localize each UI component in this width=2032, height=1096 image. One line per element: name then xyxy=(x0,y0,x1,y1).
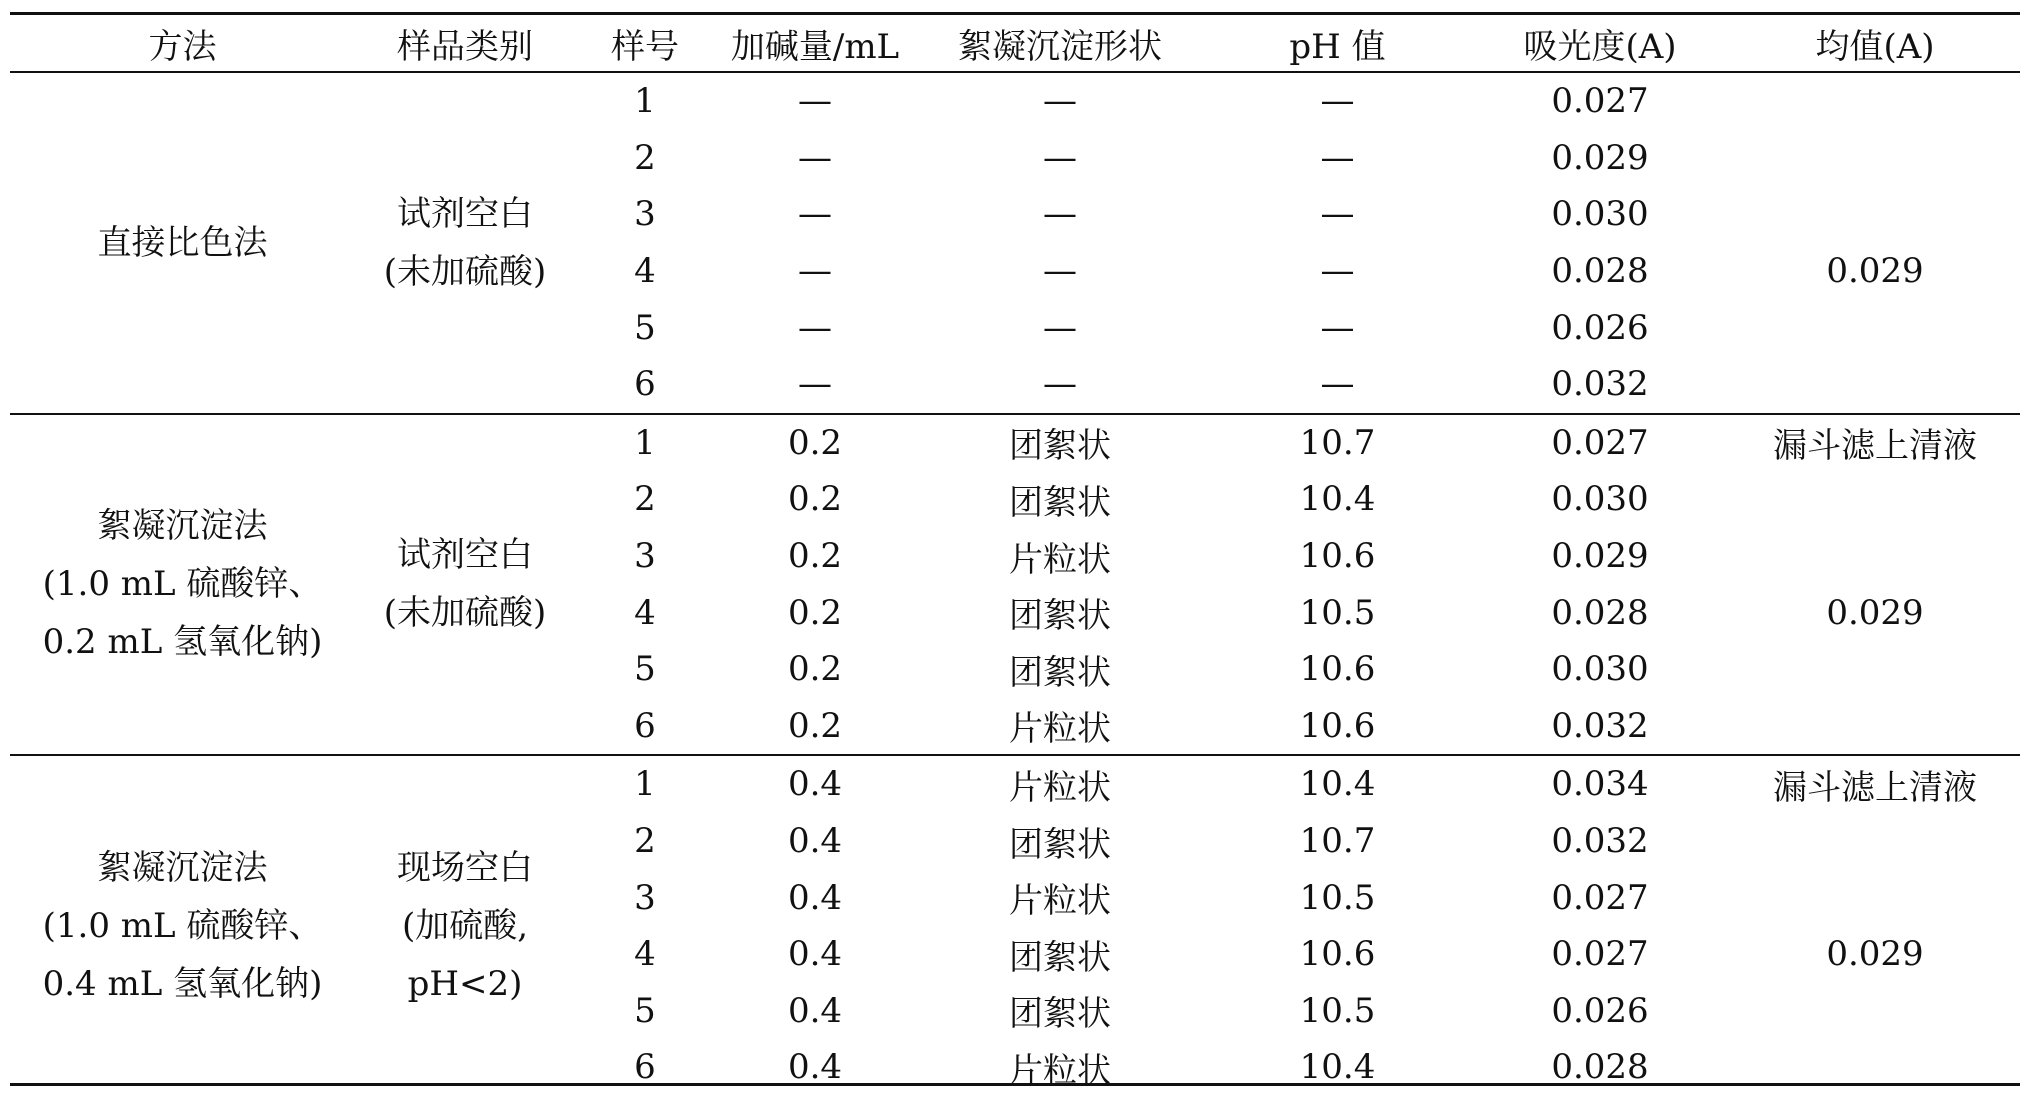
ph-cell: — xyxy=(1320,194,1355,235)
shape-cell: 团絮状 xyxy=(1009,596,1111,637)
alkali-cell: — xyxy=(798,251,832,292)
ph-cell: 10.7 xyxy=(1299,422,1376,463)
shape-cell: 片粒状 xyxy=(1009,709,1111,750)
sample-no-cell: 6 xyxy=(634,705,656,746)
sample-no-cell: 4 xyxy=(634,251,656,292)
mean-cell xyxy=(1730,73,2020,413)
sample-no-cell: 6 xyxy=(634,1047,656,1088)
alkali-cell: 0.2 xyxy=(787,536,843,577)
table-group xyxy=(10,756,2020,1096)
alkali-cell: — xyxy=(798,307,832,348)
sample-no-cell: 1 xyxy=(634,422,656,463)
shape-cell: — xyxy=(1043,251,1077,292)
absorbance-cell: 0.028 xyxy=(1551,592,1649,633)
mean-cell xyxy=(1730,415,2020,755)
shape-cell: — xyxy=(1043,194,1077,235)
mean-note: 漏斗滤上清液 xyxy=(1773,767,1977,808)
ph-cell: 10.4 xyxy=(1299,1047,1376,1088)
absorbance-cell: 0.026 xyxy=(1551,307,1649,348)
sample-type-line: (未加硫酸) xyxy=(383,251,547,292)
shape-cell: — xyxy=(1043,81,1077,122)
method-line: (1.0 mL 硫酸锌、 xyxy=(42,905,323,946)
header-absorbance: 吸光度(A) xyxy=(1523,26,1677,67)
absorbance-cell: 0.032 xyxy=(1551,821,1649,862)
sample-type-cell xyxy=(355,756,575,1096)
table-group xyxy=(10,73,2020,415)
ph-cell: 10.4 xyxy=(1299,479,1376,520)
sample-no-cell: 5 xyxy=(634,990,656,1031)
ph-cell: 10.7 xyxy=(1299,821,1376,862)
method-cell xyxy=(10,415,355,755)
ph-cell: 10.4 xyxy=(1299,764,1376,805)
absorbance-cell: 0.029 xyxy=(1551,137,1649,178)
header-alkali-amount: 加碱量/mL xyxy=(730,26,900,67)
ph-cell: 10.6 xyxy=(1299,934,1376,975)
ph-cell: — xyxy=(1320,81,1355,122)
table-header-row xyxy=(10,15,2020,73)
shape-cell: 团絮状 xyxy=(1009,824,1111,865)
ph-cell: 10.5 xyxy=(1299,592,1376,633)
sample-no-cell: 3 xyxy=(634,877,656,918)
absorbance-cell: 0.027 xyxy=(1551,934,1649,975)
shape-cell: 片粒状 xyxy=(1009,767,1111,808)
header-ph: pH 值 xyxy=(1289,26,1386,67)
method-line: 絮凝沉淀法 xyxy=(97,847,268,888)
ph-cell: 10.5 xyxy=(1299,990,1376,1031)
method-line: 0.2 mL 氢氧化钠) xyxy=(42,622,323,663)
sample-type-line: 试剂空白 xyxy=(397,535,533,576)
sample-no-cell: 2 xyxy=(634,479,656,520)
ph-cell: — xyxy=(1320,137,1355,178)
absorbance-cell: 0.027 xyxy=(1551,422,1649,463)
absorbance-cell: 0.030 xyxy=(1551,649,1649,690)
sample-no-cell: 2 xyxy=(634,137,656,178)
sample-type-cell xyxy=(355,73,575,413)
absorbance-cell: 0.026 xyxy=(1551,990,1649,1031)
alkali-cell: 0.4 xyxy=(787,934,843,975)
alkali-cell: 0.2 xyxy=(787,649,843,690)
sample-no-cell: 5 xyxy=(634,307,656,348)
absorbance-cell: 0.029 xyxy=(1551,536,1649,577)
method-line: (1.0 mL 硫酸锌、 xyxy=(42,564,323,605)
ph-cell: 10.5 xyxy=(1299,877,1376,918)
absorbance-cell: 0.028 xyxy=(1551,1047,1649,1088)
method-cell xyxy=(10,756,355,1096)
sample-no-cell: 3 xyxy=(634,194,656,235)
alkali-cell: — xyxy=(798,137,832,178)
header-method: 方法 xyxy=(148,26,217,67)
shape-cell: 团絮状 xyxy=(1009,994,1111,1035)
sample-type-line: 试剂空白 xyxy=(397,193,533,234)
method-line: 0.4 mL 氢氧化钠) xyxy=(42,963,323,1004)
sample-no-cell: 4 xyxy=(634,934,656,975)
shape-cell: — xyxy=(1043,307,1077,348)
mean-note: 漏斗滤上清液 xyxy=(1773,426,1977,467)
ph-cell: 10.6 xyxy=(1299,649,1376,690)
method-line: 直接比色法 xyxy=(97,222,268,263)
header-sample-no: 样号 xyxy=(611,26,679,67)
ph-cell: — xyxy=(1320,307,1355,348)
ph-cell: 10.6 xyxy=(1299,536,1376,577)
shape-cell: — xyxy=(1043,137,1077,178)
shape-cell: 片粒状 xyxy=(1009,881,1111,922)
shape-cell: 团絮状 xyxy=(1009,482,1111,523)
alkali-cell: — xyxy=(798,364,832,405)
ph-cell: — xyxy=(1320,251,1355,292)
absorbance-cell: 0.032 xyxy=(1551,364,1649,405)
sample-type-line: (加硫酸, xyxy=(401,905,529,946)
absorbance-cell: 0.027 xyxy=(1551,81,1649,122)
ph-cell: — xyxy=(1320,364,1355,405)
sample-no-cell: 1 xyxy=(634,81,656,122)
sample-no-cell: 3 xyxy=(634,536,656,577)
mean-value: 0.029 xyxy=(1826,592,1924,633)
shape-cell: 片粒状 xyxy=(1009,539,1111,580)
mean-value: 0.029 xyxy=(1826,251,1924,292)
alkali-cell: 0.2 xyxy=(787,479,843,520)
table-body xyxy=(10,73,2020,1096)
sample-type-line: 现场空白 xyxy=(397,847,533,888)
sample-no-cell: 2 xyxy=(634,821,656,862)
alkali-cell: 0.4 xyxy=(787,821,843,862)
mean-value: 0.029 xyxy=(1826,934,1924,975)
mean-cell xyxy=(1730,756,2020,1096)
header-floc-shape: 絮凝沉淀形状 xyxy=(958,26,1162,67)
header-sample-type: 样品类别 xyxy=(397,26,533,67)
alkali-cell: 0.4 xyxy=(787,990,843,1031)
sample-no-cell: 4 xyxy=(634,592,656,633)
shape-cell: 片粒状 xyxy=(1009,1050,1111,1091)
shape-cell: 团絮状 xyxy=(1009,937,1111,978)
method-cell xyxy=(10,73,355,413)
header-mean: 均值(A) xyxy=(1815,26,1935,67)
shape-cell: 团絮状 xyxy=(1009,652,1111,693)
data-table xyxy=(10,12,2020,1091)
alkali-cell: 0.4 xyxy=(787,877,843,918)
sample-type-line: (未加硫酸) xyxy=(383,593,547,634)
absorbance-cell: 0.032 xyxy=(1551,705,1649,746)
absorbance-cell: 0.034 xyxy=(1551,764,1649,805)
alkali-cell: 0.4 xyxy=(787,764,843,805)
alkali-cell: 0.2 xyxy=(787,422,843,463)
sample-no-cell: 6 xyxy=(634,364,656,405)
shape-cell: — xyxy=(1043,364,1077,405)
absorbance-cell: 0.030 xyxy=(1551,194,1649,235)
shape-cell: 团絮状 xyxy=(1009,426,1111,467)
absorbance-cell: 0.028 xyxy=(1551,251,1649,292)
alkali-cell: — xyxy=(798,81,832,122)
mean-note xyxy=(1730,73,2020,130)
sample-type-line: pH<2) xyxy=(407,963,523,1004)
absorbance-cell: 0.030 xyxy=(1551,479,1649,520)
ph-cell: 10.6 xyxy=(1299,705,1376,746)
alkali-cell: — xyxy=(798,194,832,235)
alkali-cell: 0.4 xyxy=(787,1047,843,1088)
absorbance-cell: 0.027 xyxy=(1551,877,1649,918)
table-group xyxy=(10,415,2020,757)
method-line: 絮凝沉淀法 xyxy=(97,506,268,547)
alkali-cell: 0.2 xyxy=(787,592,843,633)
alkali-cell: 0.2 xyxy=(787,705,843,746)
sample-type-cell xyxy=(355,415,575,755)
sample-no-cell: 5 xyxy=(634,649,656,690)
sample-no-cell: 1 xyxy=(634,764,656,805)
